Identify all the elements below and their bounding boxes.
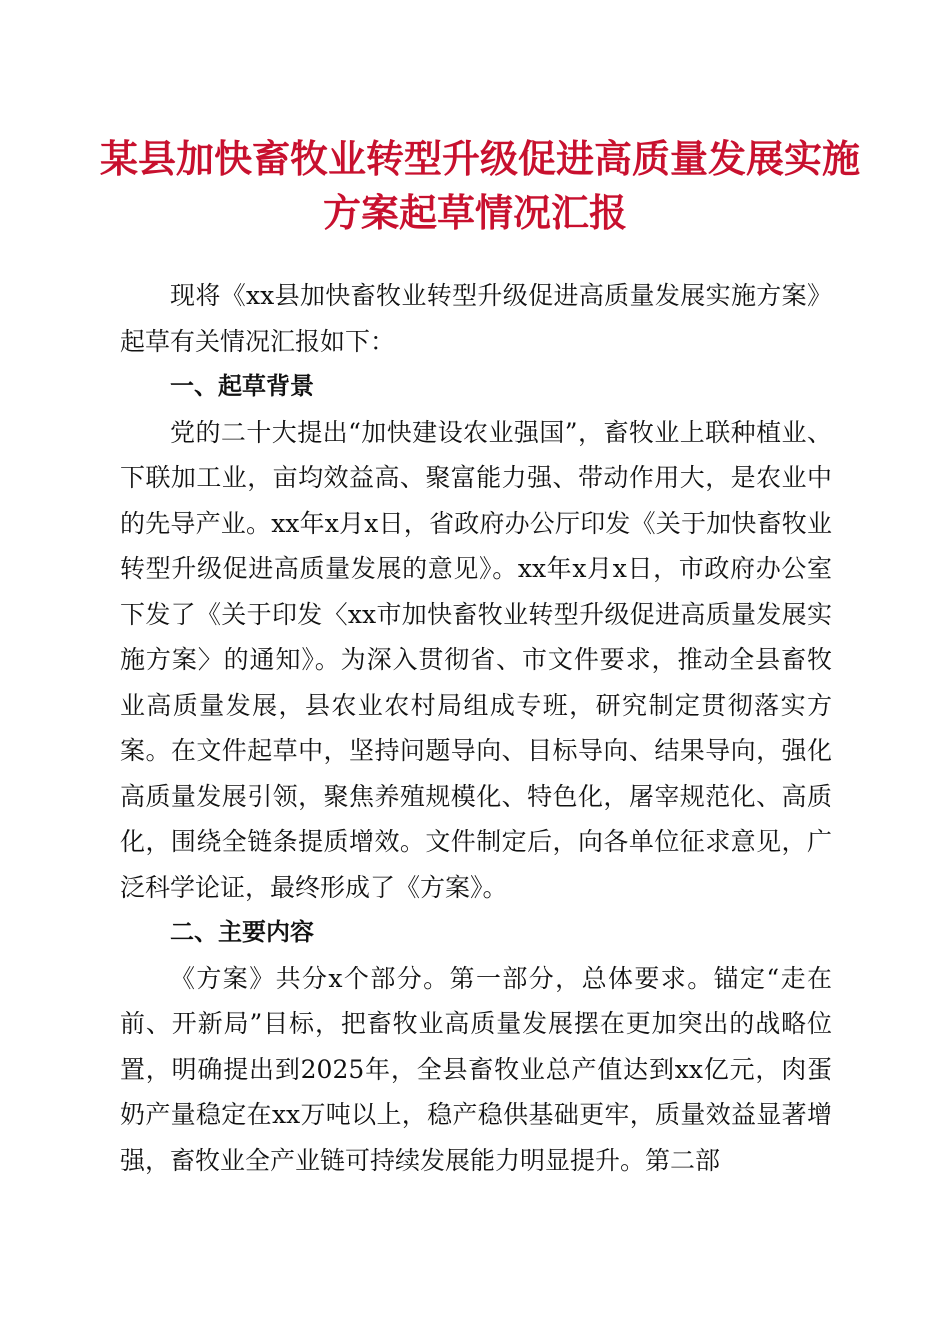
section-heading-background: 一、起草背景 bbox=[170, 372, 314, 400]
section-heading-main-content: 二、主要内容 bbox=[170, 918, 314, 946]
title-line-1: 某县加快畜牧业转型升级促进高质量发展实施 bbox=[100, 136, 861, 181]
main-content-paragraph: 《方案》共分x个部分。第一部分，总体要求。锚定“走在前、开新局”目标，把畜牧业高质量发展摆在更加突出的战略位置，明确提出到2025年，全县畜牧业总产值达到xx亿元，肉蛋奶产量稳定在xx万吨以上，稳产稳供基础更牢，质量效益显著增强，畜牧业全产业链可持续发展能力明显提升。第二部 bbox=[120, 963, 832, 1175]
document-body bbox=[120, 273, 832, 1183]
intro-paragraph: 现将《xx县加快畜牧业转型升级促进高质量发展实施方案》起草有关情况汇报如下： bbox=[120, 281, 832, 356]
document-title bbox=[100, 132, 861, 240]
background-paragraph: 党的二十大提出“加快建设农业强国”，畜牧业上联种植业、下联加工业，亩均效益高、聚富能力强、带动作用大，是农业中的先导产业。xx年x月x日，省政府办公厅印发《关于加快畜牧业转型升级促进高质量发展的意见》。xx年x月x日，市政府办公室下发了《关于印发〈xx市加快畜牧业转型升级促进高质量发展实施方案〉的通知》。为深入贯彻省、市文件要求，推动全县畜牧业高质量发展，县农业农村局组成专班，研究制定贯彻落实方案。在文件起草中，坚持问题导向、目标导向、结果导向，强化高质量发展引领，聚焦养殖规模化、特色化，屠宰规范化、高质化，围绕全链条提质增效。文件制定后，向各单位征求意见，广泛科学论证，最终形成了《方案》。 bbox=[120, 417, 832, 902]
title-line-2: 方案起草情况汇报 bbox=[322, 190, 627, 235]
